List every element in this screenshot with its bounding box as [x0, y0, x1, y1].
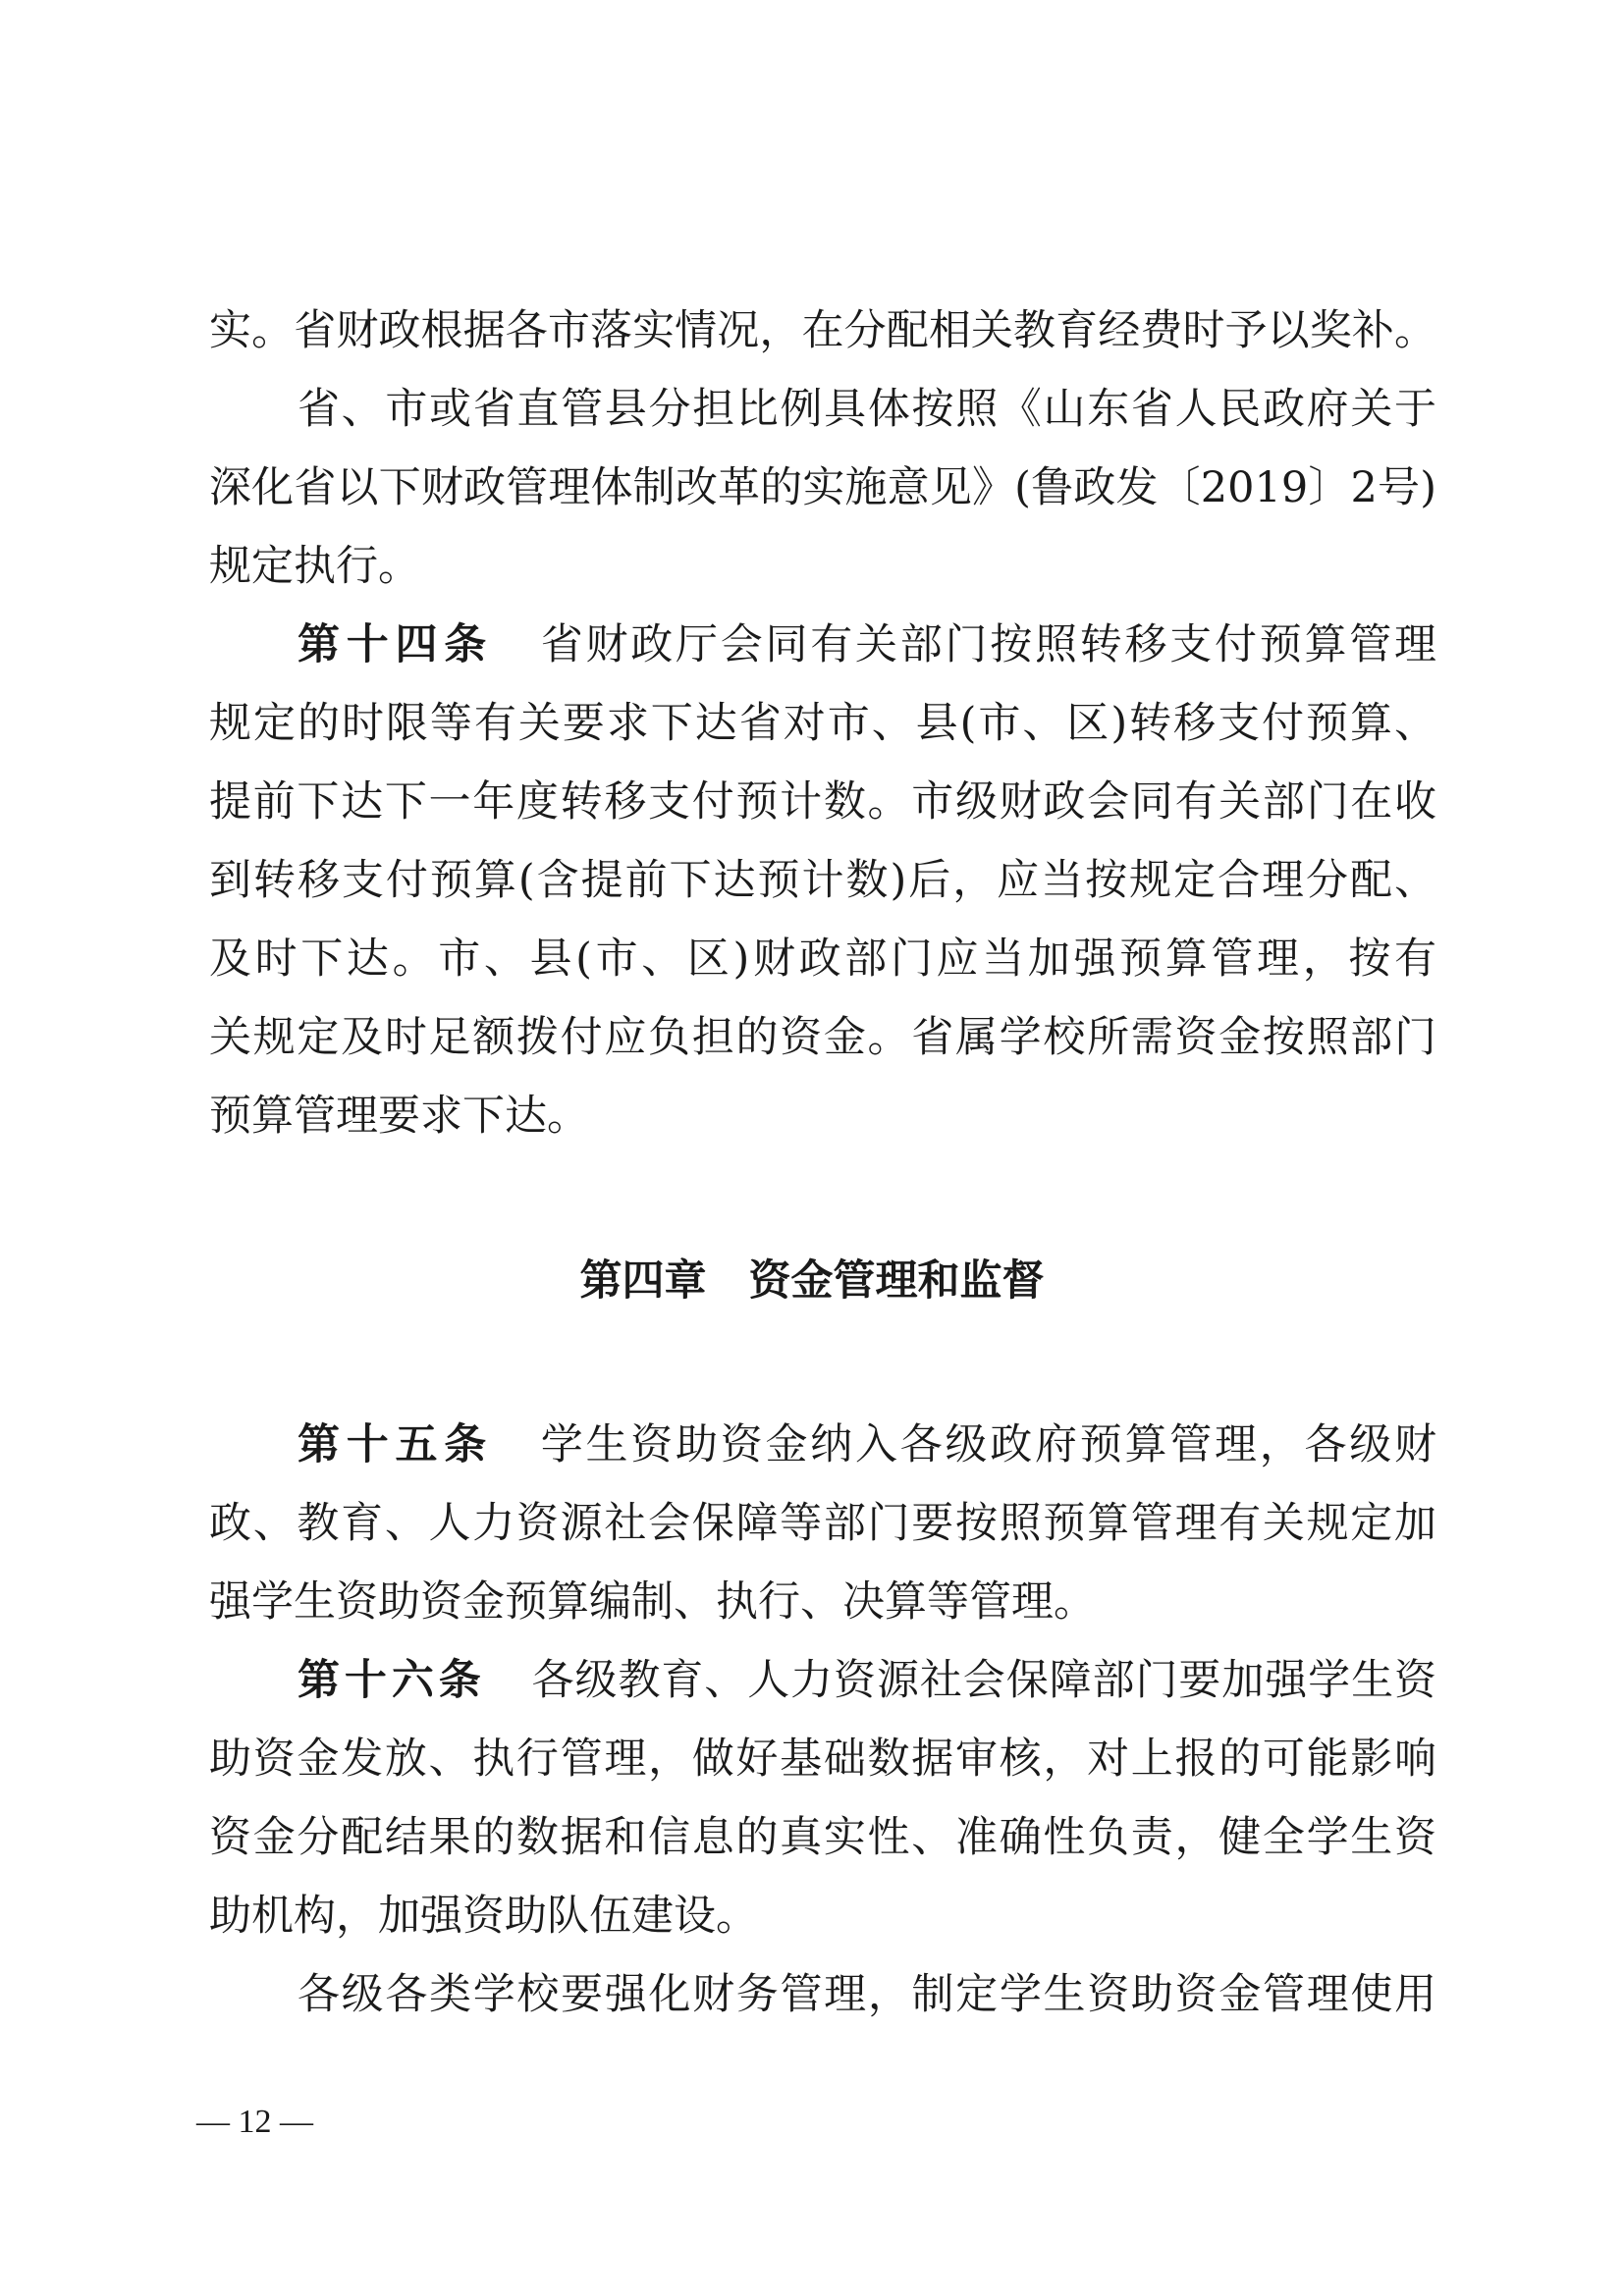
text-line: 关规定及时足额拨付应负担的资金。省属学校所需资金按照部门 [209, 1013, 1436, 1062]
text-line: 提前下达下一年度转移支付预计数。市级财政会同有关部门在收 [209, 777, 1436, 827]
text-line: 强学生资助资金预算编制、执行、决算等管理。 [209, 1577, 1096, 1627]
text-span: 省财政厅会同有关部门按照转移支付预算管理 [538, 620, 1436, 669]
text-line: 预算管理要求下达。 [209, 1092, 589, 1141]
text-line: 到转移支付预算(含提前下达预计数)后，应当按规定合理分配、 [209, 856, 1436, 905]
chapter-heading: 第四章 资金管理和监督 [579, 1256, 1045, 1306]
text-line: 实。省财政根据各市落实情况，在分配相关教育经费时予以奖补。 [209, 306, 1436, 355]
text-line: 及时下达。市、县(市、区)财政部门应当加强预算管理，按有 [209, 934, 1436, 984]
text-line: 各级各类学校要强化财务管理，制定学生资助资金管理使用 [298, 1970, 1436, 2019]
article-label: 第十四条 [298, 620, 493, 669]
article-15-first-line [298, 1415, 1436, 1474]
article-label: 第十六条 [298, 1656, 486, 1705]
text-line: 规定执行。 [209, 542, 420, 591]
text-line: 规定的时限等有关要求下达省对市、县(市、区)转移支付预算、 [209, 699, 1436, 748]
text-line: 政、教育、人力资源社会保障等部门要按照预算管理有关规定加 [209, 1499, 1436, 1548]
article-label: 第十五条 [298, 1420, 493, 1469]
text-line: 深化省以下财政管理体制改革的实施意见》(鲁政发〔2019〕2号) [209, 463, 1436, 512]
article-16-first-line [298, 1651, 1436, 1710]
text-line: 助机构，加强资助队伍建设。 [209, 1892, 758, 1941]
text-line: 资金分配结果的数据和信息的真实性、准确性负责，健全学生资 [209, 1813, 1436, 1862]
text-span: 各级教育、人力资源社会保障部门要加强学生资 [530, 1656, 1437, 1705]
article-14-first-line [298, 615, 1436, 674]
text-line: 省、市或省直管县分担比例具体按照《山东省人民政府关于 [298, 385, 1436, 434]
page-number: — 12 — [196, 2104, 313, 2140]
text-span: 学生资助资金纳入各级政府预算管理，各级财 [538, 1420, 1436, 1469]
text-line: 助资金发放、执行管理，做好基础数据审核，对上报的可能影响 [209, 1735, 1436, 1784]
